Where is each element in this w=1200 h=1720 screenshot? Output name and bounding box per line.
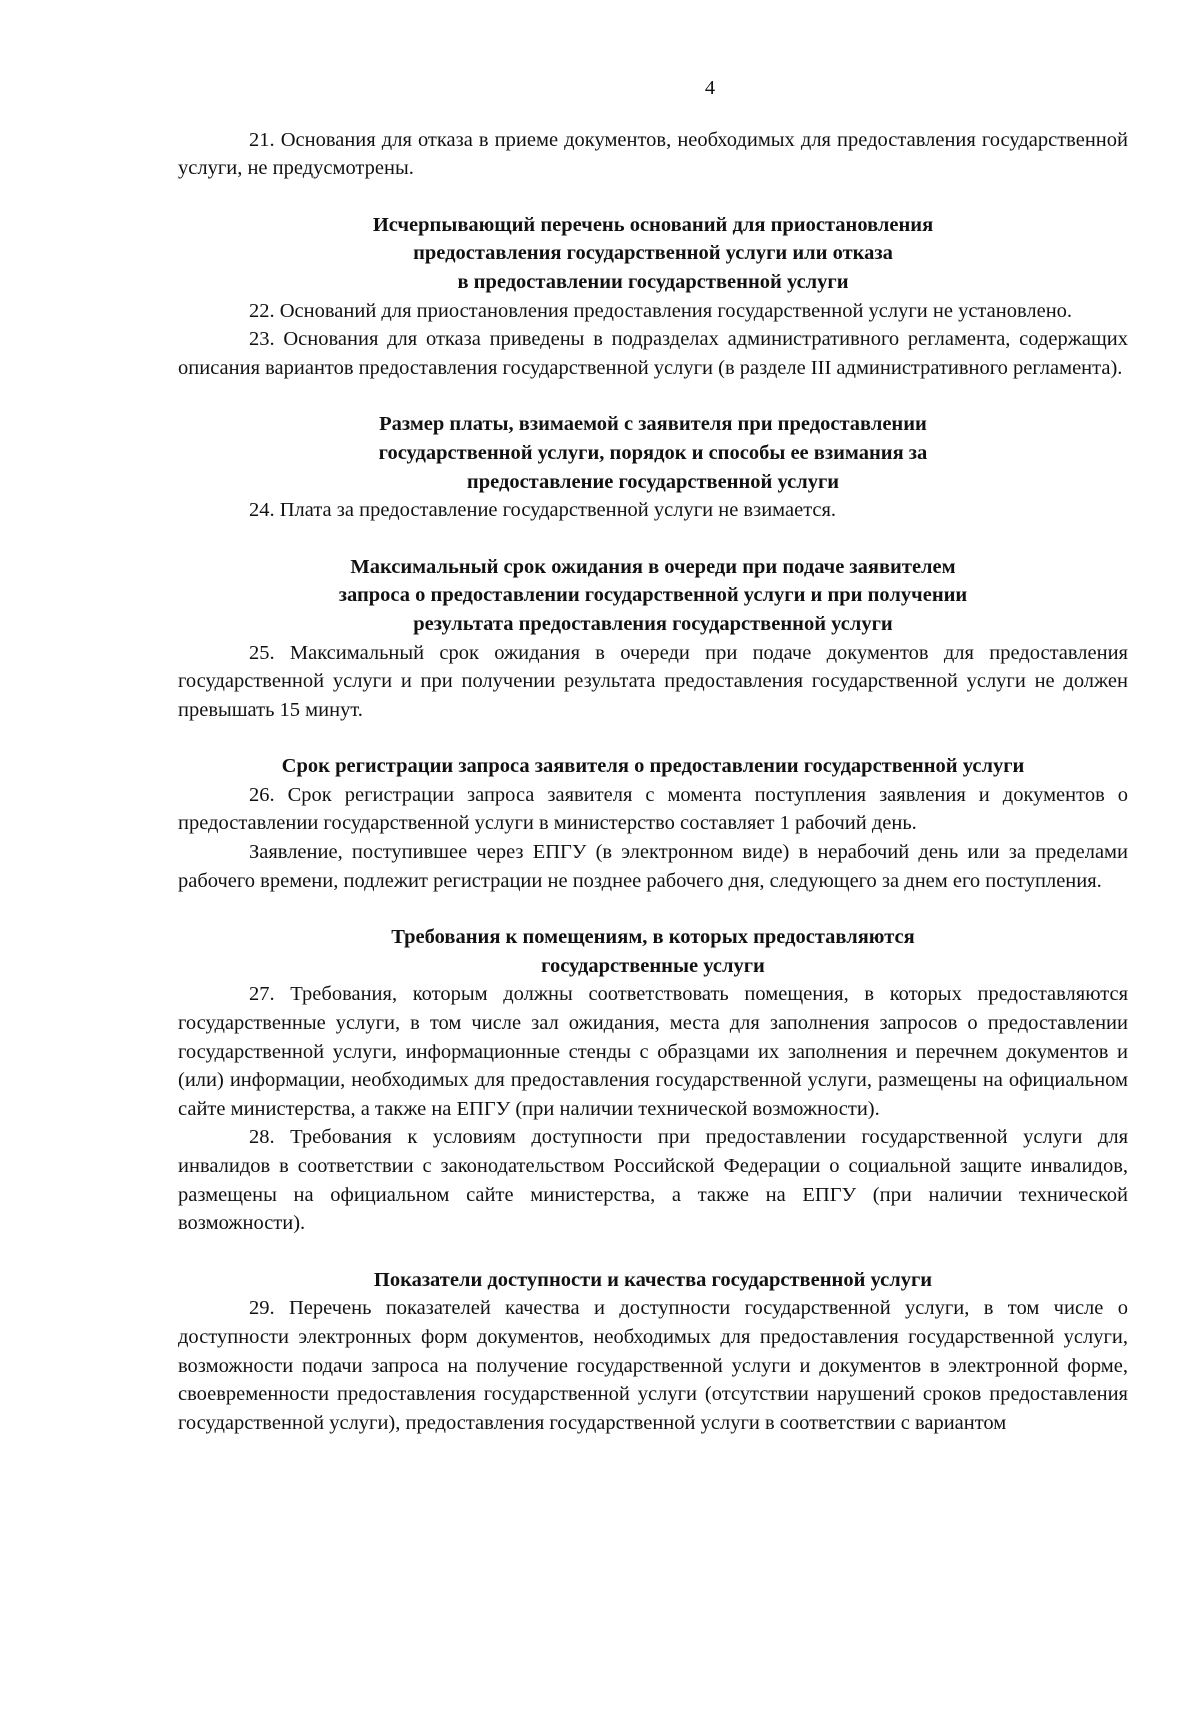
heading-line: в предоставлении государственной услуги: [457, 270, 849, 293]
heading-line: Показатели доступности и качества государственной услуги: [373, 1268, 933, 1291]
paragraph-28: 28. Требования к условиям доступности при предоставлении государственной услуги для инвалидов в соответствии с законодательством Российской Федерации о социальной защите инвалидов, размещены на официальном сайте министерства, а также на ЕПГУ (при наличии технической возможности).: [178, 1126, 1128, 1235]
paragraph-26: 26. Срок регистрации запроса заявителя с момента поступления заявления и документов о предоставлении государственной услуги в министерство составляет 1 рабочий день.: [178, 783, 1128, 835]
heading-line: предоставление государственной услуги: [466, 470, 840, 493]
heading-line: государственные услуги: [541, 954, 765, 977]
paragraph-24: 24. Плата за предоставление государственной услуги не взимается.: [249, 499, 837, 522]
heading-quality-indicators: [178, 1266, 1128, 1295]
page-number: 4: [704, 77, 716, 99]
heading-fee: [178, 410, 1128, 496]
heading-line: Срок регистрации запроса заявителя о предоставлении государственной услуги: [281, 755, 1025, 778]
paragraph-22: 22. Оснований для приостановления предоставления государственной услуги не установлено.: [249, 299, 1073, 322]
heading-premises-requirements: [178, 923, 1128, 980]
paragraph-27: 27. Требования, которым должны соответствовать помещения, в которых предоставляются государственные услуги, в том числе зал ожидания, места для заполнения запросов о предоставлении государственной услуги, информационные стенды с образцами их заполнения и перечнем документов и (или) информации, необходимых для предоставления государственной услуги, размещены на официальном сайте министерства, а также на ЕПГУ (при наличии технической возможности).: [178, 983, 1128, 1120]
heading-registration-term: [178, 752, 1128, 781]
heading-queue-time: [178, 553, 1128, 639]
heading-line: Исчерпывающий перечень оснований для приостановления: [372, 213, 934, 236]
paragraph-25: 25. Максимальный срок ожидания в очереди при подаче документов для предоставления государственной услуги и при получении результата предоставления государственной услуги не должен превышать 15 минут.: [178, 641, 1128, 721]
paragraph-23: 23. Основания для отказа приведены в подразделах административного регламента, содержащих описания вариантов предоставления государственной услуги (в разделе III административного регламента).: [178, 328, 1128, 379]
heading-line: Максимальный срок ожидания в очереди при подаче заявителем: [350, 555, 956, 578]
heading-line: Размер платы, взимаемой с заявителя при предоставлении: [379, 413, 927, 436]
paragraph-29: 29. Перечень показателей качества и доступности государственной услуги, в том числе о доступности электронных форм документов, необходимых для предоставления государственной услуги, возможности подачи запроса на получение государственной услуги и документов в электронной форме, своевременности предоставления государственной услуги (отсутствии нарушений сроков предоставления государственной услуги), предоставления государственной услуги в соответствии с вариантом: [178, 1297, 1128, 1434]
paragraph-21: 21. Основания для отказа в приеме документов, необходимых для предоставления государственной услуги, не предусмотрены.: [178, 128, 1128, 180]
heading-line: запроса о предоставлении государственной услуги и при получении: [338, 584, 968, 607]
heading-line: предоставления государственной услуги или отказа: [413, 242, 893, 265]
heading-line: государственной услуги, порядок и способы ее взимания за: [378, 441, 928, 464]
heading-suspension-grounds: [178, 211, 1128, 297]
heading-line: Требования к помещениям, в которых предоставляются: [391, 926, 915, 949]
paragraph-26-continued: Заявление, поступившее через ЕПГУ (в электронном виде) в нерабочий день или за пределами рабочего времени, подлежит регистрации не позднее рабочего дня, следующего за днем его поступления.: [178, 841, 1128, 892]
heading-line: результата предоставления государственной услуги: [413, 612, 893, 635]
